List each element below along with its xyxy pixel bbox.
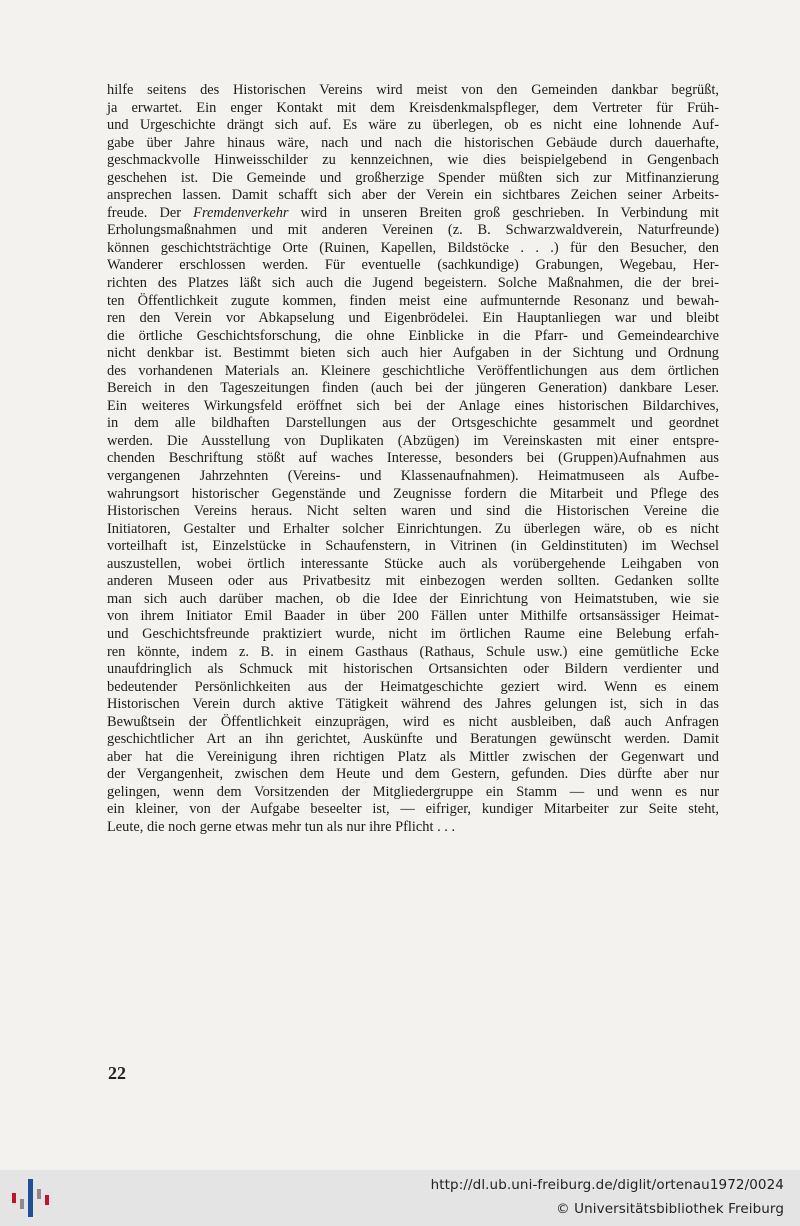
text-line-18: Bereich in den Tageszeitungen finden (auch bei der jüngeren Generation) dankbare Leser. bbox=[107, 380, 719, 397]
logo-bar-gray-left bbox=[20, 1199, 24, 1209]
text-line-5: geschmackvolle Hinweisschilder zu kennzeichnen, wie dies beispielgebend in Gengenbach bbox=[107, 152, 719, 169]
text-line-26: Initiatoren, Gestalter und Erhalter solcher Einrichtungen. Zu überlegen wäre, ob es nicht bbox=[107, 520, 719, 537]
text-line-30: man sich auch darüber machen, ob die Idee der Einrichtung von Heimatstuben, wie sie bbox=[107, 590, 719, 607]
logo-bar-red-right bbox=[45, 1195, 49, 1205]
text-line-42: ein kleiner, von der Aufgabe beseelter ist, — eifriger, kundiger Mitarbeiter zur Seite steht, bbox=[107, 801, 719, 818]
text-line-23: vergangenen Jahrzehnten (Vereins- und Klassenaufnahmen). Heimatmuseen als Aufbe- bbox=[107, 468, 719, 485]
text-line-37: Bewußtsein der Öffentlichkeit einzuprägen, wird es nicht ausbleiben, daß auch Anfragen bbox=[107, 713, 719, 730]
text-line-10: können geschichtsträchtige Orte (Ruinen, Kapellen, Bildstöcke . . .) für den Besucher, den bbox=[107, 239, 719, 256]
text-line-32: und Geschichtsfreunde praktiziert wurde, nicht im örtlichen Raume eine Belebung erfah- bbox=[107, 625, 719, 642]
text-line-3: und Urgeschichte drängt sich auf. Es wäre zu überlegen, ob es nicht eine lohnende Auf- bbox=[107, 117, 719, 134]
text-line-34: unaufdringlich als Schmuck mit historischen Ortsansichten oder Bildern verdienter und bbox=[107, 661, 719, 678]
logo-bar-red bbox=[12, 1193, 16, 1203]
text-line-24: wahrungsort historischer Gegenstände und Zeugnisse fordern die Mitarbeit und Pflege des bbox=[107, 485, 719, 502]
text-line-25: Historischen Vereins heraus. Nicht selten waren und sind die Historischen Vereine die bbox=[107, 503, 719, 520]
text-line-35: bedeutender Persönlichkeiten aus der Heimatgeschichte geziert wird. Wenn es einem bbox=[107, 678, 719, 695]
text-line-33: ren könnte, indem z. B. in einem Gasthaus (Rathaus, Schule usw.) eine gemütliche Ecke bbox=[107, 643, 719, 660]
text-line-27: vorteilhaft ist, Einzelstücke in Schaufenstern, in Vitrinen (in Geldinstituten) im Wechsel bbox=[107, 538, 719, 555]
text-line-17: des vorhandenen Materials an. Kleinere geschichtliche Veröffentlichungen aus dem örtlichen bbox=[107, 362, 719, 379]
source-url-link[interactable]: http://dl.ub.uni-freiburg.de/diglit/ortenau1972/0024 bbox=[430, 1177, 784, 1193]
text-line-14: ren den Verein vor Abkapselung und Eigenbrödelei. Ein Hauptanliegen war und bleibt bbox=[107, 310, 719, 327]
text-line-1: hilfe seitens des Historischen Vereins wird meist von den Gemeinden dankbar begrüßt, bbox=[107, 82, 719, 98]
body-text bbox=[107, 82, 719, 837]
text-line-22: chenden Beschriftung stößt auf waches Interesse, besonders bei (Gruppen)Aufnahmen aus bbox=[107, 450, 719, 467]
text-line-38: geschichtlicher Art an ihn gerichtet, Auskünfte und Beratungen gewünscht werden. Damit bbox=[107, 731, 719, 748]
text-line-43: Leute, die noch gerne etwas mehr tun als nur ihre Pflicht . . . bbox=[107, 818, 456, 835]
text-line-2: ja erwartet. Ein enger Kontakt mit dem Kreisdenkmalspfleger, dem Vertreter für Früh- bbox=[107, 99, 719, 116]
text-line-19: Ein weiteres Wirkungsfeld eröffnet sich bei der Anlage eines historischen Bildarchives, bbox=[107, 397, 719, 414]
emphasis: Fremdenverkehr bbox=[193, 204, 289, 221]
text-line-8: freude. Der Fremdenverkehr wird in unseren Breiten groß geschrieben. In Verbindung mit bbox=[107, 204, 719, 221]
text-line-39: aber hat die Vereinigung ihren richtigen Platz als Mittler zwischen der Gegenwart und bbox=[107, 748, 719, 765]
text-line-15: die örtliche Geschichtsforschung, die ohne Einblicke in die Pfarr- und Gemeindearchive bbox=[107, 327, 719, 344]
text-line-7: ansprechen lassen. Damit schafft sich aber der Verein ein sichtbares Zeichen seiner Arbeits- bbox=[107, 187, 719, 204]
text-line-36: Historischen Verein durch aktive Tätigkeit während des Jahres gelungen ist, sich in das bbox=[107, 696, 719, 713]
logo-bar-gray-right bbox=[37, 1189, 41, 1199]
logo-bar-blue bbox=[28, 1179, 33, 1217]
text-line-40: der Vergangenheit, zwischen dem Heute und dem Gestern, gefunden. Dies dürfte aber nur bbox=[107, 766, 719, 783]
text-line-28: auszustellen, wobei örtlich interessante Stücke auch als vorübergehende Leihgaben von bbox=[107, 555, 719, 572]
ub-freiburg-logo-icon[interactable] bbox=[10, 1175, 54, 1221]
text-line-31: von ihrem Initiator Emil Baader in über 200 Fällen unter Mithilfe ortsansässiger Heimat- bbox=[107, 608, 719, 625]
text-line-4: gabe über Jahre hinaus wäre, nach und nach die historischen Gebäude durch dauerhafte, bbox=[107, 134, 719, 151]
text-line-29: anderen Museen oder aus Privatbesitz mit einbezogen werden sollten. Gedanken sollte bbox=[107, 573, 719, 590]
text-line-13: ten Öffentlichkeit zugute kommen, finden meist eine aufmunternde Resonanz und bewah- bbox=[107, 292, 719, 309]
text-line-20: in dem alle bildhaften Darstellungen aus der Ortsgeschichte gesammelt und geordnet bbox=[107, 415, 719, 432]
text-line-12: richten des Platzes läßt sich auch die Jugend begeistern. Solche Maßnahmen, die der brei- bbox=[107, 275, 719, 292]
page-number: 22 bbox=[108, 1063, 126, 1083]
text-line-6: geschehen ist. Die Gemeinde und großherzige Spender müßten sich zur Mitfinanzierung bbox=[107, 169, 719, 186]
text-line-16: nicht denkbar ist. Bestimmt bieten sich auch hier Aufgaben in der Sichtung und Ordnung bbox=[107, 345, 719, 362]
copyright-notice: © Universitätsbibliothek Freiburg bbox=[556, 1201, 784, 1217]
text-line-41: gelingen, wenn dem Vorsitzenden der Mitgliedergruppe ein Stamm — und wenn es nur bbox=[107, 783, 719, 800]
text-line-9: Erholungsmaßnahmen und mit anderen Vereinen (z. B. Schwarzwaldverein, Naturfreunde) bbox=[107, 222, 719, 239]
text-line-11: Wanderer erschlossen werden. Für eventuelle (sachkundige) Grabungen, Wegebau, Her- bbox=[107, 257, 719, 274]
text-line-21: werden. Die Ausstellung von Duplikaten (Abzügen) im Vereinskasten mit einer entspre- bbox=[107, 432, 719, 449]
